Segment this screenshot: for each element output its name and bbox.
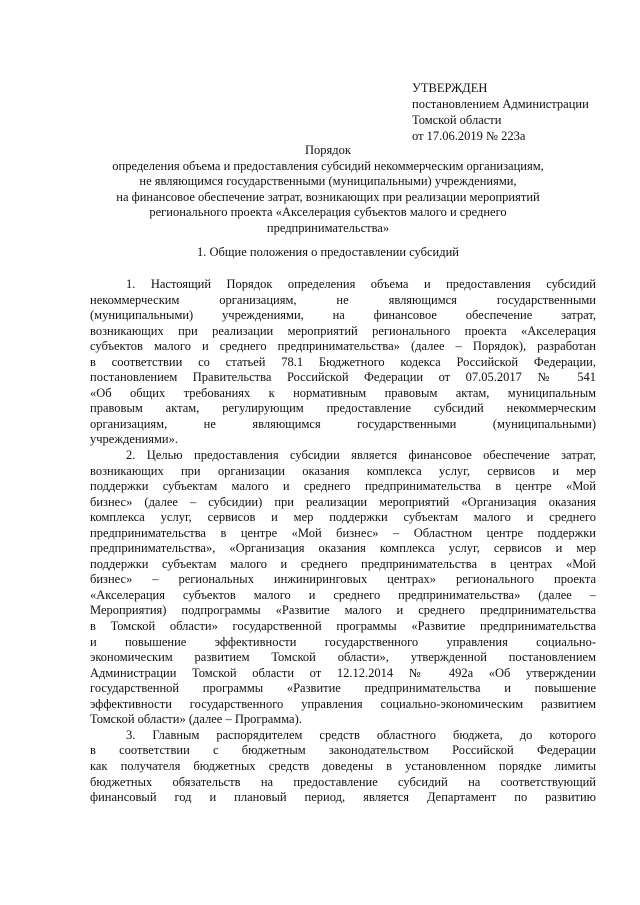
paragraph-line: предпринимательства», «Организация оказания комплекса услуг, сервисов и мер <box>90 541 596 556</box>
paragraph-line: организациям, не являющимся государственными (муниципальными) <box>90 416 596 431</box>
paragraph-line: бизнес» (далее – субсидии) при реализации мероприятий «Организация оказания <box>90 494 596 509</box>
approval-title: УТВЕРЖДЕН <box>412 81 488 95</box>
paragraph-line: бизнес» – региональных инжиниринговых центрах» регионального проекта <box>90 572 596 587</box>
document-title-line: предпринимательства» <box>266 220 390 235</box>
paragraph-line: некоммерческим организациям, не являющимся государственными <box>90 292 596 307</box>
document-title-line: не являющимся государственными (муниципальными) учреждениями, <box>139 174 517 188</box>
paragraph-line: Томской области» (далее – Программа). <box>90 712 302 727</box>
paragraph-line: 3. Главным распорядителем средств областного бюджета, до которого <box>126 727 596 742</box>
paragraph-line: «Акселерация субъектов малого и среднего предпринимательства» (далее – <box>90 587 596 602</box>
paragraph-line: поддержки субъектам малого и среднего предпринимательства в центрах «Мой <box>90 556 596 571</box>
document-title-line: определения объема и предоставления субсидий некоммерческим организациям, <box>112 158 544 173</box>
document-body <box>90 277 596 806</box>
document-title <box>60 143 596 236</box>
paragraph-line: 1. Настоящий Порядок определения объема и предоставления субсидий <box>126 277 596 291</box>
paragraph-line: в соответствии со статьей 78.1 Бюджетного кодекса Российской Федерации, <box>90 354 596 369</box>
paragraph-line: комплекса услуг, сервисов и мер поддержки субъектам малого и среднего <box>90 510 596 525</box>
approval-line: Томской области <box>412 113 502 127</box>
paragraph-line: возникающих при реализации мероприятий регионального проекта «Акселерация <box>90 323 596 338</box>
paragraph-line: эффективности государственного управления социально-экономическим развитием <box>90 696 596 711</box>
paragraph-line: в соответствии с бюджетным законодательством Российской Федерации <box>90 743 596 758</box>
paragraph-line: Администрации Томской области от 12.12.2014 № 492а «Об утверждении <box>90 665 596 680</box>
paragraph-line: правовым актам, регулирующим предоставление субсидий некоммерческим <box>90 401 596 416</box>
approval-stamp <box>412 80 632 144</box>
paragraph-line: и повышение эффективности государственного управления социально- <box>90 634 596 649</box>
approval-date: от 17.06.2019 № 223а <box>412 129 526 143</box>
paragraph-line: субъектов малого и среднего предпринимательства» (далее – Порядок), разработан <box>90 339 596 354</box>
paragraph-line: государственной программы «Развитие предпринимательства и повышение <box>90 681 596 696</box>
paragraph-line: учреждениями». <box>90 432 178 447</box>
section-heading: 1. Общие положения о предоставлении субсидий <box>197 245 459 259</box>
document-title-line: на финансовое обеспечение затрат, возникающих при реализации мероприятий <box>116 189 540 204</box>
paragraph-line: 2. Целью предоставления субсидии является финансовое обеспечение затрат, <box>126 448 596 463</box>
paragraph-line: (муниципальными) учреждениями, на финансовое обеспечение затрат, <box>90 308 596 323</box>
document-heading: Порядок <box>305 143 351 157</box>
paragraph-line: поддержки субъектам малого и среднего предпринимательства в центре «Мой <box>90 479 596 494</box>
paragraph-line: «Об общих требованиях к нормативным правовым актам, муниципальным <box>90 385 596 400</box>
paragraph-line: как получателя бюджетных средств доведены в установленном порядке лимиты <box>90 758 596 773</box>
approval-line: постановлением Администрации <box>412 97 589 111</box>
paragraph-line: бюджетных обязательств на предоставление субсидий на соответствующий <box>90 774 596 789</box>
paragraph-line: предпринимательства в центре «Мой бизнес» – Областном центре поддержки <box>90 525 596 540</box>
paragraph-line: постановлением Правительства Российской Федерации от 07.05.2017 № 541 <box>90 370 596 385</box>
paragraph-line: в Томской области» государственной программы «Развитие предпринимательства <box>90 619 596 634</box>
document-title-line: регионального проекта «Акселерация субъектов малого и среднего <box>149 205 507 219</box>
paragraph-line: возникающих при организации оказания комплекса услуг, сервисов и мер <box>90 463 596 478</box>
paragraph-line: экономическим развитием Томской области», утвержденной постановлением <box>90 650 596 665</box>
paragraph-line: финансовый год и плановый период, является Департамент по развитию <box>90 790 596 805</box>
paragraph-line: Мероприятия) подпрограммы «Развитие малого и среднего предпринимательства <box>90 603 596 618</box>
